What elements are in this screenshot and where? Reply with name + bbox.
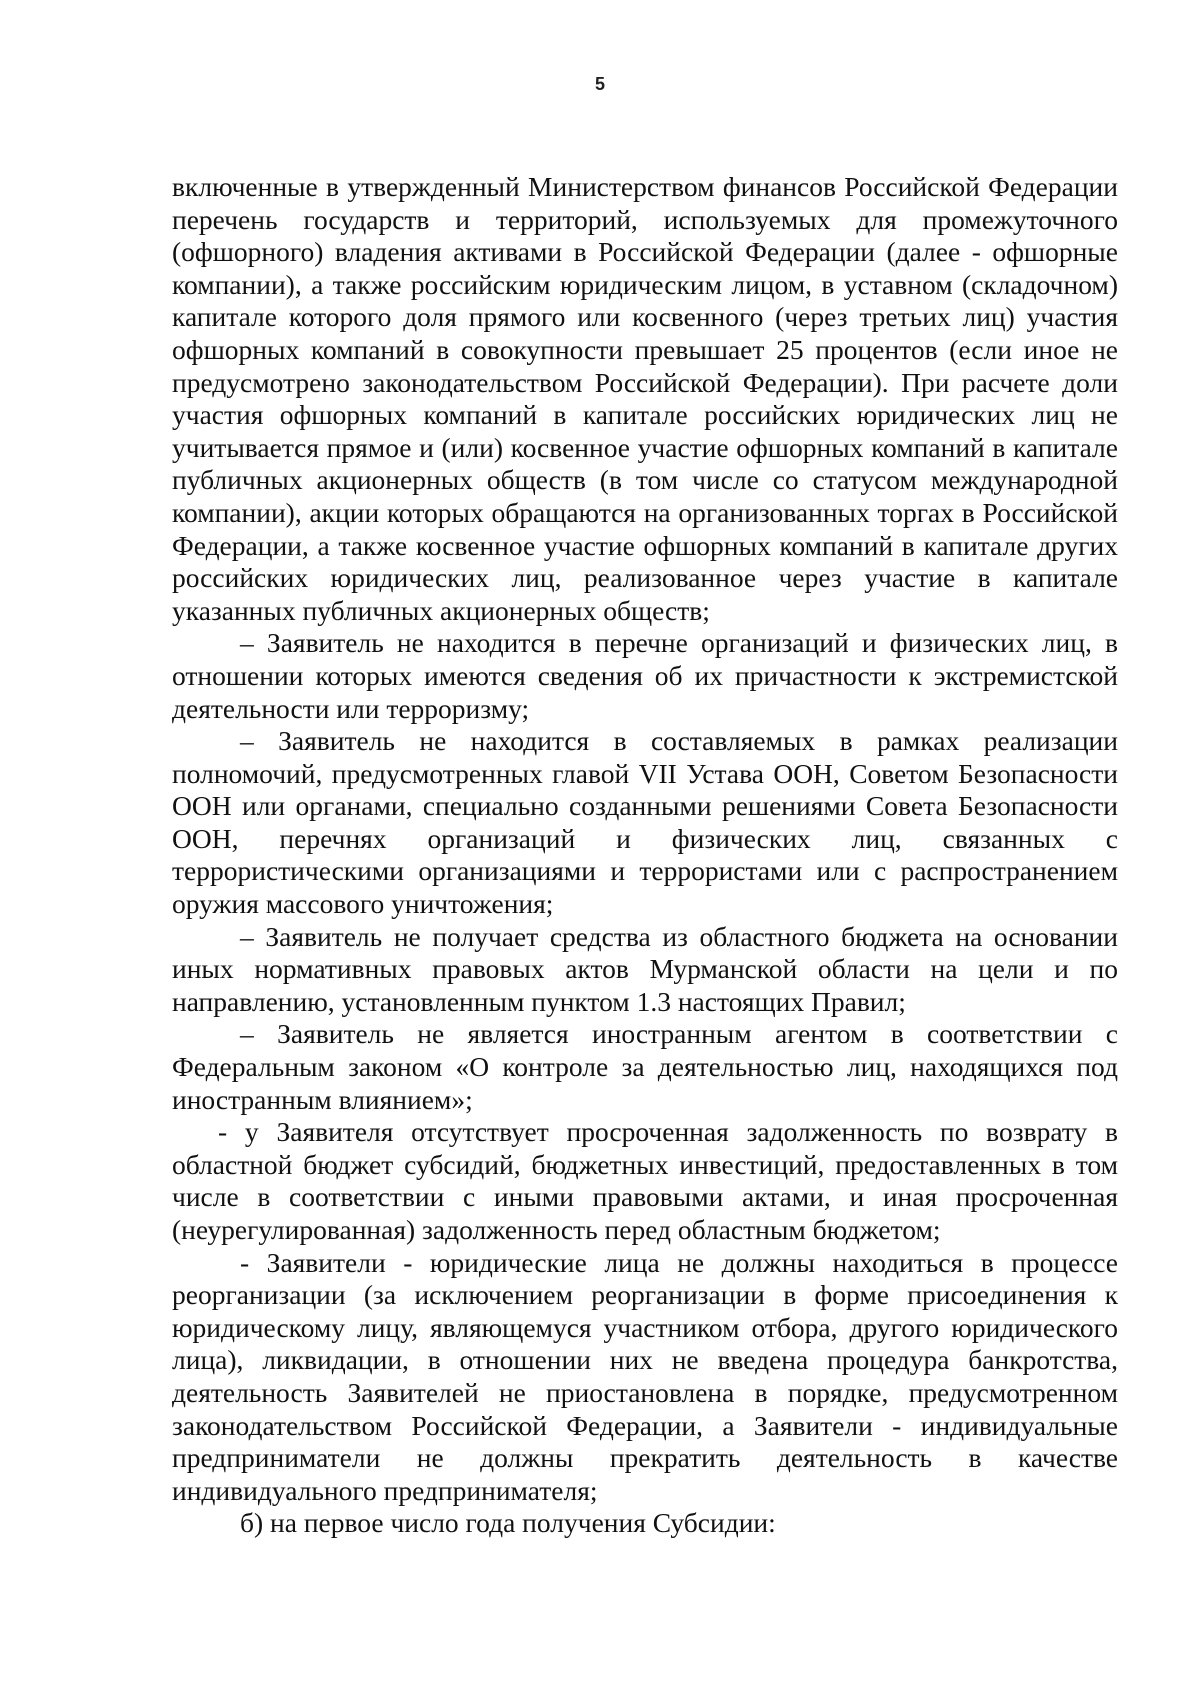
paragraph-reorganization: - Заявители - юридические лица не должны находиться в процессе реорганизации (за исключением реорганизации в форме присоединения к юридическому лицу, являющемуся участником отбора, другого юридического лица), ликвидации, в отношении них не введена процедура банкротства, деятельность Заявителей не приостановлена в порядке, предусмотренном законодательством Российской Федерации, а Заявители - индивидуальные предприниматели не должны прекратить деятельность в качестве индивидуального предпринимателя; — [172, 1246, 1118, 1506]
page-number: 5 — [594, 74, 605, 94]
paragraph-extremism-list: – Заявитель не находится в перечне организаций и физических лиц, в отношении которых имеются сведения об их причастности к экстремистской деятельности или терроризму; — [172, 627, 1118, 724]
paragraph-subsidy-year: б) на первое число года получения Субсидии: — [240, 1507, 776, 1539]
paragraph-offshore-companies: включенные в утвержденный Министерством финансов Российской Федерации перечень государств и территорий, используемых для промежуточного (офшорного) владения активами в Российской Федерации (далее - офшорные компании), а также российским юридическим лицом, в уставном (складочном) капитале которого доля прямого или косвенного (через третьих лиц) участия офшорных компаний в совокупности превышает 25 процентов (если иное не предусмотрено законодательством Российской Федерации). При расчете доли участия офшорных компаний в капитале российских юридических лиц не учитывается прямое и (или) косвенное участие офшорных компаний в капитале публичных акционерных обществ (в том числе со статусом международной компании), акции которых обращаются на организованных торгах в Российской Федерации, а также косвенное участие офшорных компаний в капитале других российских юридических лиц, реализованное через участие в капитале указанных публичных акционерных обществ; — [172, 171, 1118, 626]
paragraph-un-security-council-list: – Заявитель не находится в составляемых в рамках реализации полномочий, предусмотренных главой VII Устава ООН, Советом Безопасности ООН или органами, специально созданными решениями Совета Безопасности ООН, перечнях организаций и физических лиц, связанных с террористическими организациями и террористами или с распространением оружия массового уничтожения; — [172, 725, 1118, 920]
paragraph-overdue-debt: - у Заявителя отсутствует просроченная задолженность по возврату в областной бюджет субсидий, бюджетных инвестиций, предоставленных в том числе в соответствии с иными правовыми актами, и иная просроченная (неурегулированная) задолженность перед областным бюджетом; — [172, 1116, 1118, 1245]
paragraph-regional-budget-funds: – Заявитель не получает средства из областного бюджета на основании иных нормативных правовых актов Мурманской области на цели и по направлению, установленным пунктом 1.3 настоящих Правил; — [172, 920, 1118, 1017]
paragraph-foreign-agent: – Заявитель не является иностранным агентом в соответствии с Федеральным законом «О контроле за деятельностью лиц, находящихся под иностранным влиянием»; — [172, 1018, 1118, 1115]
document-body — [172, 171, 1118, 1540]
